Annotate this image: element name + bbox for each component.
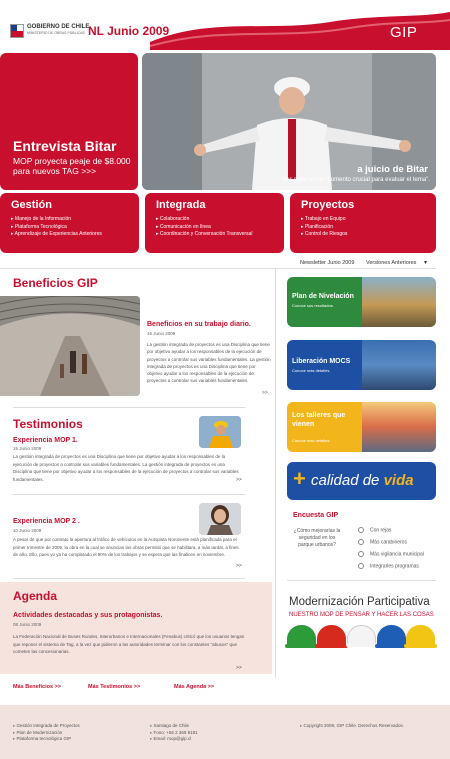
encuesta-option[interactable]: Más vigilancia municipal <box>358 551 424 557</box>
testimonio-2-body: A pesar de que por contrato la apertura al tráfico de vehículos en la Autopista Nororiente está planificada para el primer trimestre de 2009, la obra en la cual se anuncian las obras permitió que se habilitara, a más tardar, a fines de año. Ello, pues yo ya ha completado el 90% de los trabajos y se espera que las finalicen en noviembre. <box>13 537 239 557</box>
footer-link[interactable]: ▸ Plan de Modernización <box>13 730 80 737</box>
banner-talleres-title: Los talleres que vienen <box>292 412 346 428</box>
encuesta-question: ¿Cómo mejorarías la seguridad en los parque urbanos? <box>293 528 341 548</box>
divider <box>13 578 245 579</box>
white-helmet-icon <box>347 625 376 647</box>
nav-gestion-item[interactable]: ▸ Plataforma Tecnológica <box>11 224 102 232</box>
banner-talleres[interactable] <box>287 402 436 452</box>
bridge-photo <box>362 340 436 390</box>
beneficios-body: La gestión integrada de proyectos es una Disciplina que tiene por objetivo ayudar a los responsables de la ejecución de proyectos a controlar sus variables fundamentales. La gestión integrada de proyectos es una Disciplina que tiene por objetivo ayudar a los responsables de la ejecución de proyectos a controlar sus variables fundamentales. <box>147 342 271 384</box>
construction-photo <box>362 277 436 327</box>
gip-logo[interactable]: GIP <box>390 24 418 41</box>
banner-nivelacion-sub: Conoce sus resultados. <box>292 303 334 308</box>
hero-headline: Entrevista Bitar <box>13 138 117 154</box>
testimonio-2-title[interactable]: Experiencia MOP 2 . <box>13 518 80 525</box>
more-testimonios-link[interactable]: Más Testimonios >> <box>88 684 141 690</box>
logo-text: GOBIERNO DE CHILE <box>27 24 90 30</box>
testimonio-1-more-link[interactable]: >> <box>236 477 242 483</box>
footer-contact-column <box>150 723 198 743</box>
footer-contact-item[interactable]: ▸ Email: mop@gip.cl <box>150 736 198 743</box>
nav-box-gestion[interactable] <box>0 193 139 253</box>
beneficios-subtitle[interactable]: Beneficios en su trabajo diario. <box>147 321 251 328</box>
copyright-text: ▸ Copyright 2008, GIP Chile. Derechos Reservados. <box>300 723 404 729</box>
banner-mocs-title: Liberación MOCS <box>292 358 351 365</box>
agenda-subtitle[interactable]: Actividades destacadas y sus protagonistas. <box>13 612 163 619</box>
nav-proyectos-item[interactable]: ▸ Control de Riesgos <box>301 231 347 239</box>
versions-select[interactable]: Versiones Anteriores <box>365 260 417 266</box>
divider <box>13 407 245 408</box>
hero-subline-link[interactable]: MOP proyecta peaje de $8.000 para nuevos TAG >>> <box>13 156 131 176</box>
more-beneficios-link[interactable]: Más Beneficios >> <box>13 684 61 690</box>
woman-portrait-image <box>199 503 241 535</box>
nav-integrada-item[interactable]: ▸ Comunicación en línea <box>156 224 252 232</box>
newsletter-title: NL Junio 2009 <box>88 24 170 38</box>
banner-panel <box>287 277 362 327</box>
divider <box>0 268 436 269</box>
footer-links-column <box>13 723 80 743</box>
testimonio-2-date: 10 Junio 2009 <box>13 528 42 533</box>
banner-talleres-sub: Conoce más detalles. <box>292 438 331 443</box>
chile-flag-icon <box>10 24 24 38</box>
nav-integrada-title[interactable]: Integrada <box>156 199 206 211</box>
walkway-image <box>0 296 140 396</box>
suspension-bridge-photo <box>362 402 436 452</box>
radio-button[interactable] <box>358 539 364 545</box>
nav-integrada-item[interactable]: ▸ Coordinación y Conversación Transversal <box>156 231 252 239</box>
plus-icon: + <box>293 466 306 491</box>
nav-integrada-item[interactable]: ▸ Colaboración <box>156 216 252 224</box>
nav-box-integrada[interactable] <box>145 193 284 253</box>
footer-link[interactable]: ▸ Plataforma tecnológica GIP <box>13 736 80 743</box>
calidad-text: calidad de vida <box>311 472 414 489</box>
nav-proyectos-item[interactable]: ▸ Trabajo en Equipo <box>301 216 347 224</box>
hero-feature-box[interactable] <box>0 53 138 190</box>
green-helmet-icon <box>287 625 316 647</box>
encuesta-option[interactable]: Más carabineros <box>358 539 407 545</box>
agenda-body: La Federación Nacional de Buses Rurales, Interurbanos e Internacionales (Fenabus) criticó que los usuarios tengan que reponer el sistema de Tag, a la vez que pidieron a las autoridades terminar con los constantes "abusos" que cometen las concesionarias. <box>13 634 245 654</box>
beneficios-date: 16 Junio 2009 <box>147 331 176 336</box>
radio-button[interactable] <box>358 527 364 533</box>
testimonio-2-photo[interactable] <box>199 503 241 535</box>
footer-contact-item: ▸ Santiago de Chile <box>150 723 198 730</box>
more-agenda-link[interactable]: Más Agenda >> <box>174 684 215 690</box>
radio-button[interactable] <box>358 551 364 557</box>
banner-mocs-sub: Conoce más detalles. <box>292 368 331 373</box>
yellow-helmet-icon <box>406 625 435 647</box>
agenda-title: Agenda <box>13 589 58 603</box>
hero-quote-title: a juicio de Bitar <box>357 164 428 175</box>
footer-link[interactable]: ▸ Gestión Integrada de Proyectos <box>13 723 80 730</box>
hero-quote-text: "nos pone en un momento crucial para evaluar el tema". <box>280 177 430 183</box>
divider <box>287 580 436 581</box>
agenda-more-link[interactable]: >> <box>236 665 242 671</box>
beneficios-photo[interactable] <box>0 296 140 396</box>
gobierno-logo[interactable] <box>10 24 90 42</box>
nav-proyectos-item[interactable]: ▸ Planificación <box>301 224 347 232</box>
beneficios-title: Beneficios GIP <box>13 276 98 290</box>
testimonio-1-body: La gestión integrada de proyectos es una Disciplina que tiene por objetivo ayudar a los responsables de la ejecución de proyectos a controlar sus variables fundamentales. La gestión integrada de proyectos es una Disciplina que tiene por objetivo ayudar a los responsables de la ejecución de proyectos a controlar sus variables fundamentales. <box>13 454 239 482</box>
testimonio-2-more-link[interactable]: >> <box>236 563 242 569</box>
newsletter-bar <box>300 259 427 266</box>
testimonio-1-date: 15 Junio 2009 <box>13 446 42 451</box>
encuesta-title: Encuesta GIP <box>293 512 339 519</box>
testimonio-1-title[interactable]: Experiencia MOP 1. <box>13 437 78 444</box>
banner-liberacion-mocs[interactable] <box>287 340 436 390</box>
modernizacion-subtitle: NUESTRO MOP DE PENSAR Y HACER LAS COSAS <box>289 612 434 618</box>
nav-box-proyectos[interactable] <box>290 193 436 253</box>
newsletter-label: Newsletter Junio 2009 <box>300 260 355 266</box>
red-helmet-icon <box>317 625 346 647</box>
encuesta-option[interactable]: Con rejas <box>358 527 391 533</box>
logo-subtext: MINISTERIO DE OBRAS PÚBLICAS <box>27 31 85 35</box>
blue-helmet-icon <box>377 625 406 647</box>
dropdown-arrow-icon[interactable]: ▾ <box>423 260 427 266</box>
radio-button[interactable] <box>358 563 364 569</box>
nav-proyectos-title[interactable]: Proyectos <box>301 199 355 211</box>
worker-image <box>199 416 241 448</box>
hero-photo[interactable] <box>142 53 436 190</box>
banner-calidad-de-vida[interactable] <box>287 462 436 500</box>
testimonio-1-photo[interactable] <box>199 416 241 448</box>
beneficios-more-link[interactable]: >> <box>262 390 268 396</box>
column-divider <box>275 268 276 678</box>
agenda-date: 08 Junio 2009 <box>13 622 42 627</box>
banner-plan-nivelacion[interactable] <box>287 277 436 327</box>
nav-gestion-title[interactable]: Gestión <box>11 199 52 211</box>
nav-gestion-item[interactable]: ▸ Aprendizaje de Experiencias Anteriores <box>11 231 102 239</box>
testimonios-title: Testimonios <box>13 417 83 431</box>
banner-nivelacion-title: Plan de Nivelación <box>292 293 354 300</box>
modernizacion-title[interactable]: Modernización Participativa <box>289 596 430 608</box>
footer-contact-item: ▸ Fono: +56 2 369 8181 <box>150 730 198 737</box>
divider <box>13 494 245 495</box>
encuesta-option[interactable]: Integrarles programas <box>358 563 419 569</box>
nav-gestion-item[interactable]: ▸ Manejo de la Información <box>11 216 102 224</box>
